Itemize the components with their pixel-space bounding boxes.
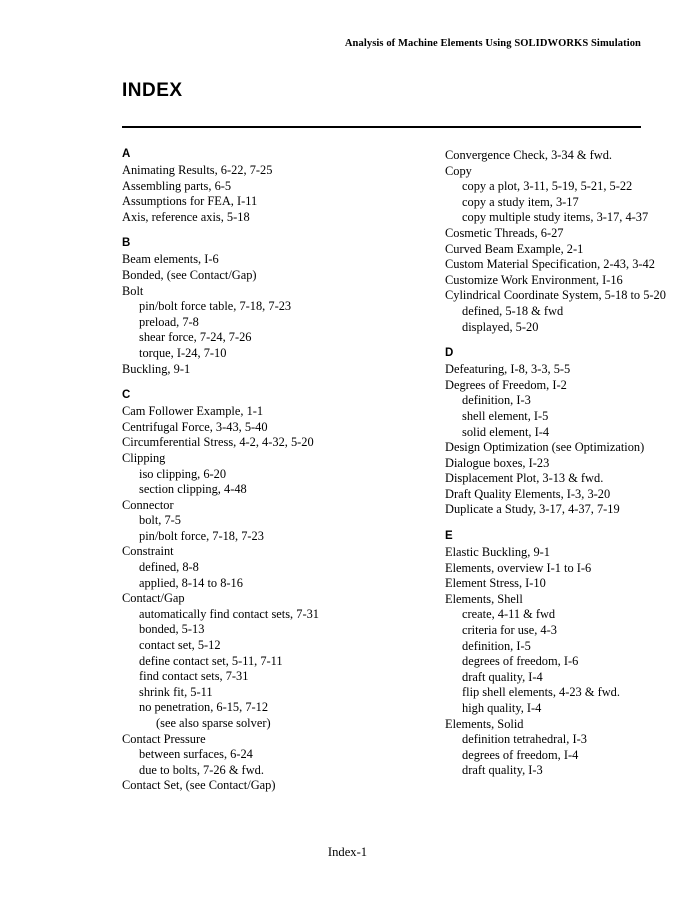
index-entry: Centrifugal Force, 3-43, 5-40 [122, 419, 268, 434]
index-entry: Duplicate a Study, 3-17, 4-37, 7-19 [445, 502, 620, 517]
index-entry: bolt, 7-5 [139, 513, 181, 528]
index-entry: Customize Work Environment, I-16 [445, 272, 623, 287]
index-entry: Assumptions for FEA, I-11 [122, 194, 258, 209]
index-entry: Assembling parts, 6-5 [122, 178, 232, 193]
index-entry: section clipping, 4-48 [139, 482, 247, 497]
index-columns [122, 148, 666, 794]
index-entry: Bonded, (see Contact/Gap) [122, 267, 257, 282]
index-entry: Contact/Gap [122, 591, 185, 606]
index-entry: define contact set, 5-11, 7-11 [139, 653, 283, 668]
index-entry: Beam elements, I-6 [122, 252, 219, 267]
index-entry: Contact Pressure [122, 731, 206, 746]
index-entry: (see also sparse solver) [156, 716, 271, 730]
index-entry: Displacement Plot, 3-13 & fwd. [445, 471, 604, 486]
index-entry: automatically find contact sets, 7-31 [139, 606, 319, 621]
index-entry: Clipping [122, 450, 166, 465]
index-entry: no penetration, 6-15, 7-12 [139, 700, 269, 715]
index-entry: draft quality, I-4 [462, 669, 543, 684]
index-entry: preload, 7-8 [139, 314, 199, 329]
index-entry: Curved Beam Example, 2-1 [445, 241, 584, 256]
index-entry: definition tetrahedral, I-3 [462, 732, 587, 747]
index-entry: copy multiple study items, 3-17, 4-37 [462, 210, 649, 225]
index-entry: Constraint [122, 544, 174, 559]
index-letter-heading: C [122, 389, 131, 402]
index-letter-heading: B [122, 237, 131, 250]
index-entry: Draft Quality Elements, I-3, 3-20 [445, 486, 611, 501]
index-entry: defined, 5-18 & fwd [462, 303, 564, 318]
index-entry: shell element, I-5 [462, 408, 549, 423]
index-entry: displayed, 5-20 [462, 319, 539, 334]
index-entry: bonded, 5-13 [139, 622, 205, 637]
folio-page-number: Index-1 [327, 845, 368, 859]
running-head: Analysis of Machine Elements Using SOLIDWORKS Simulation [344, 38, 641, 49]
index-column [445, 148, 666, 794]
index-entry: iso clipping, 6-20 [139, 466, 227, 481]
index-entry: copy a study item, 3-17 [462, 194, 579, 209]
index-entry: Elements, Solid [445, 716, 524, 731]
index-entry: high quality, I-4 [462, 701, 542, 715]
index-entry: Design Optimization (see Optimization) [445, 440, 645, 455]
index-entry: degrees of freedom, I-4 [462, 747, 579, 762]
index-entry: Elements, overview I-1 to I-6 [445, 560, 592, 575]
index-entry: shear force, 7-24, 7-26 [139, 330, 252, 345]
index-entry: Cam Follower Example, 1-1 [122, 404, 264, 419]
index-entry: create, 4-11 & fwd [462, 607, 556, 622]
index-entry: Elements, Shell [445, 591, 523, 606]
index-entry: Convergence Check, 3-34 & fwd. [445, 148, 613, 162]
index-entry: contact set, 5-12 [139, 638, 221, 653]
index-letter-heading: D [445, 347, 454, 360]
index-entry: definition, I-5 [462, 638, 531, 653]
index-entry: find contact sets, 7-31 [139, 669, 249, 684]
index-entry: copy a plot, 3-11, 5-19, 5-21, 5-22 [462, 179, 633, 194]
index-entry: Copy [445, 163, 472, 178]
index-entry: applied, 8-14 to 8-16 [139, 575, 243, 590]
index-entry: Circumferential Stress, 4-2, 4-32, 5-20 [122, 435, 314, 450]
index-entry: Contact Set, (see Contact/Gap) [122, 778, 276, 793]
index-entry: Bolt [122, 283, 144, 298]
index-entry: degrees of freedom, I-6 [462, 654, 579, 669]
index-entry: Dialogue boxes, I-23 [445, 455, 550, 470]
index-letter-heading: A [122, 148, 131, 160]
index-entry: definition, I-3 [462, 393, 531, 408]
index-letter-heading: E [445, 530, 453, 543]
index-column [122, 148, 323, 794]
index-entry: defined, 8-8 [139, 560, 199, 575]
index-entry: Custom Material Specification, 2-43, 3-42 [445, 257, 655, 272]
index-entry: Elastic Buckling, 9-1 [445, 545, 550, 560]
index-entry: Cosmetic Threads, 6-27 [445, 225, 564, 240]
index-entry: pin/bolt force, 7-18, 7-23 [139, 528, 264, 543]
index-entry: Axis, reference axis, 5-18 [122, 209, 250, 224]
index-entry: Degrees of Freedom, I-2 [445, 377, 567, 392]
index-entry: Animating Results, 6-22, 7-25 [122, 163, 273, 177]
index-entry: pin/bolt force table, 7-18, 7-23 [139, 299, 292, 314]
index-entry: Element Stress, I-10 [445, 576, 546, 591]
index-entry: Defeaturing, I-8, 3-3, 5-5 [445, 362, 571, 377]
page-title: INDEX [122, 80, 183, 101]
index-entry: flip shell elements, 4-23 & fwd. [462, 685, 620, 700]
index-entry: torque, I-24, 7-10 [139, 345, 227, 360]
index-entry: criteria for use, 4-3 [462, 623, 557, 638]
index-entry: Connector [122, 497, 174, 512]
index-entry: Cylindrical Coordinate System, 5-18 to 5-20 [445, 288, 666, 303]
title-divider [122, 126, 641, 128]
index-entry: shrink fit, 5-11 [139, 684, 213, 699]
index-entry: Buckling, 9-1 [122, 361, 191, 376]
index-entry: due to bolts, 7-26 & fwd. [139, 762, 264, 777]
index-entry: solid element, I-4 [462, 424, 550, 439]
index-entry: between surfaces, 6-24 [139, 747, 253, 762]
index-entry: draft quality, I-3 [462, 763, 543, 778]
